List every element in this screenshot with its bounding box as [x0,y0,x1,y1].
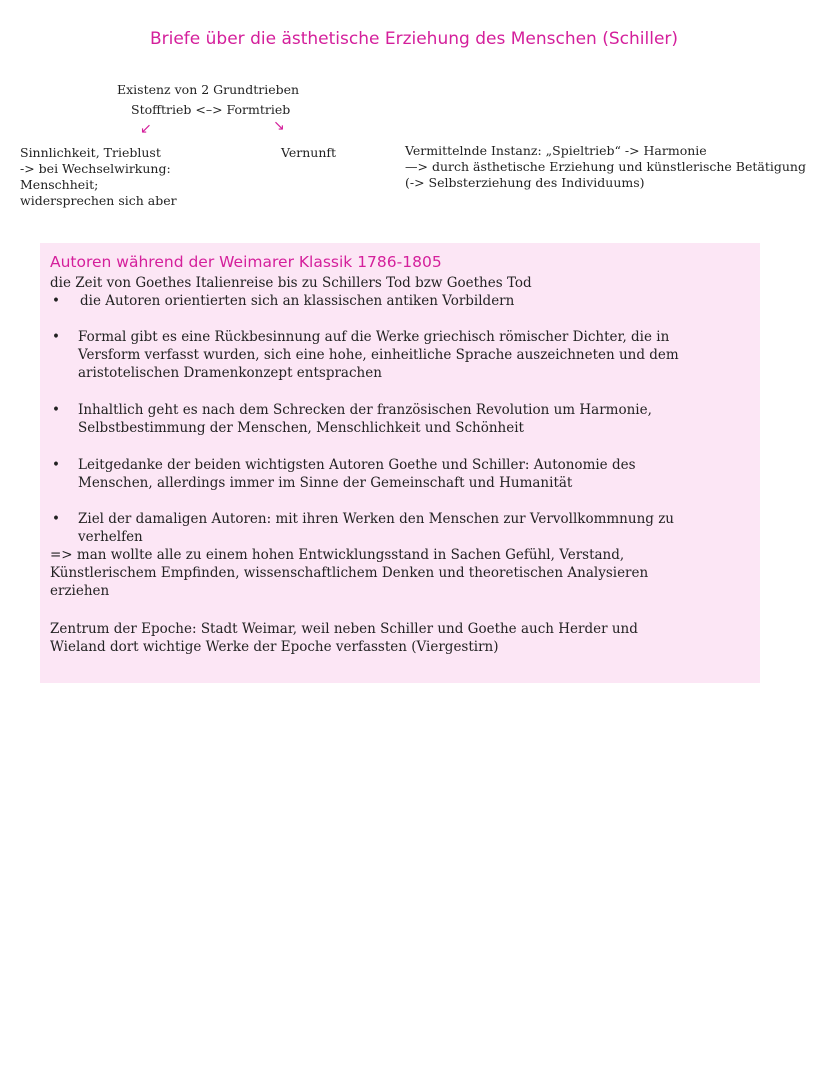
center-line: Wieland dort wichtige Werke der Epoche verfassten (Viergestirn) [50,639,499,655]
conclusion-line: Künstlerischem Empfinden, wissenschaftlichem Denken und theoretischen Analysieren [50,565,649,581]
stofftrieb-line: widersprechen sich aber [20,193,177,208]
stofftrieb-description [20,145,177,209]
bullet-icon: • [52,457,60,473]
bullet-icon: • [52,329,60,345]
spieltrieb-line: —> durch ästhetische Erziehung und künstlerische Betätigung [405,159,806,174]
list-item-line: die Autoren orientierten sich an klassischen antiken Vorbildern [80,293,515,309]
list-item [80,292,760,310]
conclusion-line: => man wollte alle zu einem hohen Entwicklungsstand in Sachen Gefühl, Verstand, [50,547,625,563]
list-item-line: Inhaltlich geht es nach dem Schrecken der französischen Revolution um Harmonie, [78,402,652,418]
bullet-icon: • [52,293,60,309]
list-item-line: aristotelischen Dramenkonzept entsprachen [78,365,382,381]
bullet-icon: • [52,511,60,527]
bullet-icon: • [52,402,60,418]
conclusion-line: erziehen [50,583,110,599]
box-heading: Autoren während der Weimarer Klassik 1786-1805 [50,253,442,271]
conclusion-paragraph [50,546,648,600]
list-item-line: Leitgedanke der beiden wichtigsten Autoren Goethe und Schiller: Autonomie des [78,457,636,473]
spieltrieb-description [405,143,806,191]
list-item-line: Versform verfasst wurden, sich eine hohe, einheitliche Sprache auszeichneten und dem [78,347,679,363]
box-intro: die Zeit von Goethes Italienreise bis zu Schillers Tod bzw Goethes Tod [50,275,532,291]
triebe-label: Stofftrieb <–> Formtrieb [131,102,291,117]
arrow-down-right-icon: ↘ [273,118,285,134]
stofftrieb-line: -> bei Wechselwirkung: [20,161,171,176]
list-item-line: Ziel der damaligen Autoren: mit ihren Werken den Menschen zur Vervollkommnung zu [78,511,674,527]
page-title: Briefe über die ästhetische Erziehung des Menschen (Schiller) [149,29,679,49]
stofftrieb-line: Menschheit; [20,177,99,192]
spieltrieb-line: (-> Selbsterziehung des Individuums) [405,175,645,190]
center-paragraph [50,620,638,656]
list-item [78,456,758,492]
list-item [78,510,758,546]
formtrieb-description: Vernunft [281,145,337,160]
stofftrieb-line: Sinnlichkeit, Trieblust [20,145,161,160]
list-item [78,328,758,382]
arrow-down-left-icon: ↙ [140,121,152,137]
list-item-line: Formal gibt es eine Rückbesinnung auf die Werke griechisch römischer Dichter, die in [78,329,670,345]
list-item [78,401,758,437]
grundtriebe-heading: Existenz von 2 Grundtrieben [117,82,300,97]
spieltrieb-line: Vermittelnde Instanz: „Spieltrieb“ -> Harmonie [405,143,707,158]
center-line: Zentrum der Epoche: Stadt Weimar, weil neben Schiller und Goethe auch Herder und [50,621,638,637]
list-item-line: Menschen, allerdings immer im Sinne der Gemeinschaft und Humanität [78,475,573,491]
list-item-line: verhelfen [78,529,143,545]
list-item-line: Selbstbestimmung der Menschen, Menschlichkeit und Schönheit [78,420,524,436]
